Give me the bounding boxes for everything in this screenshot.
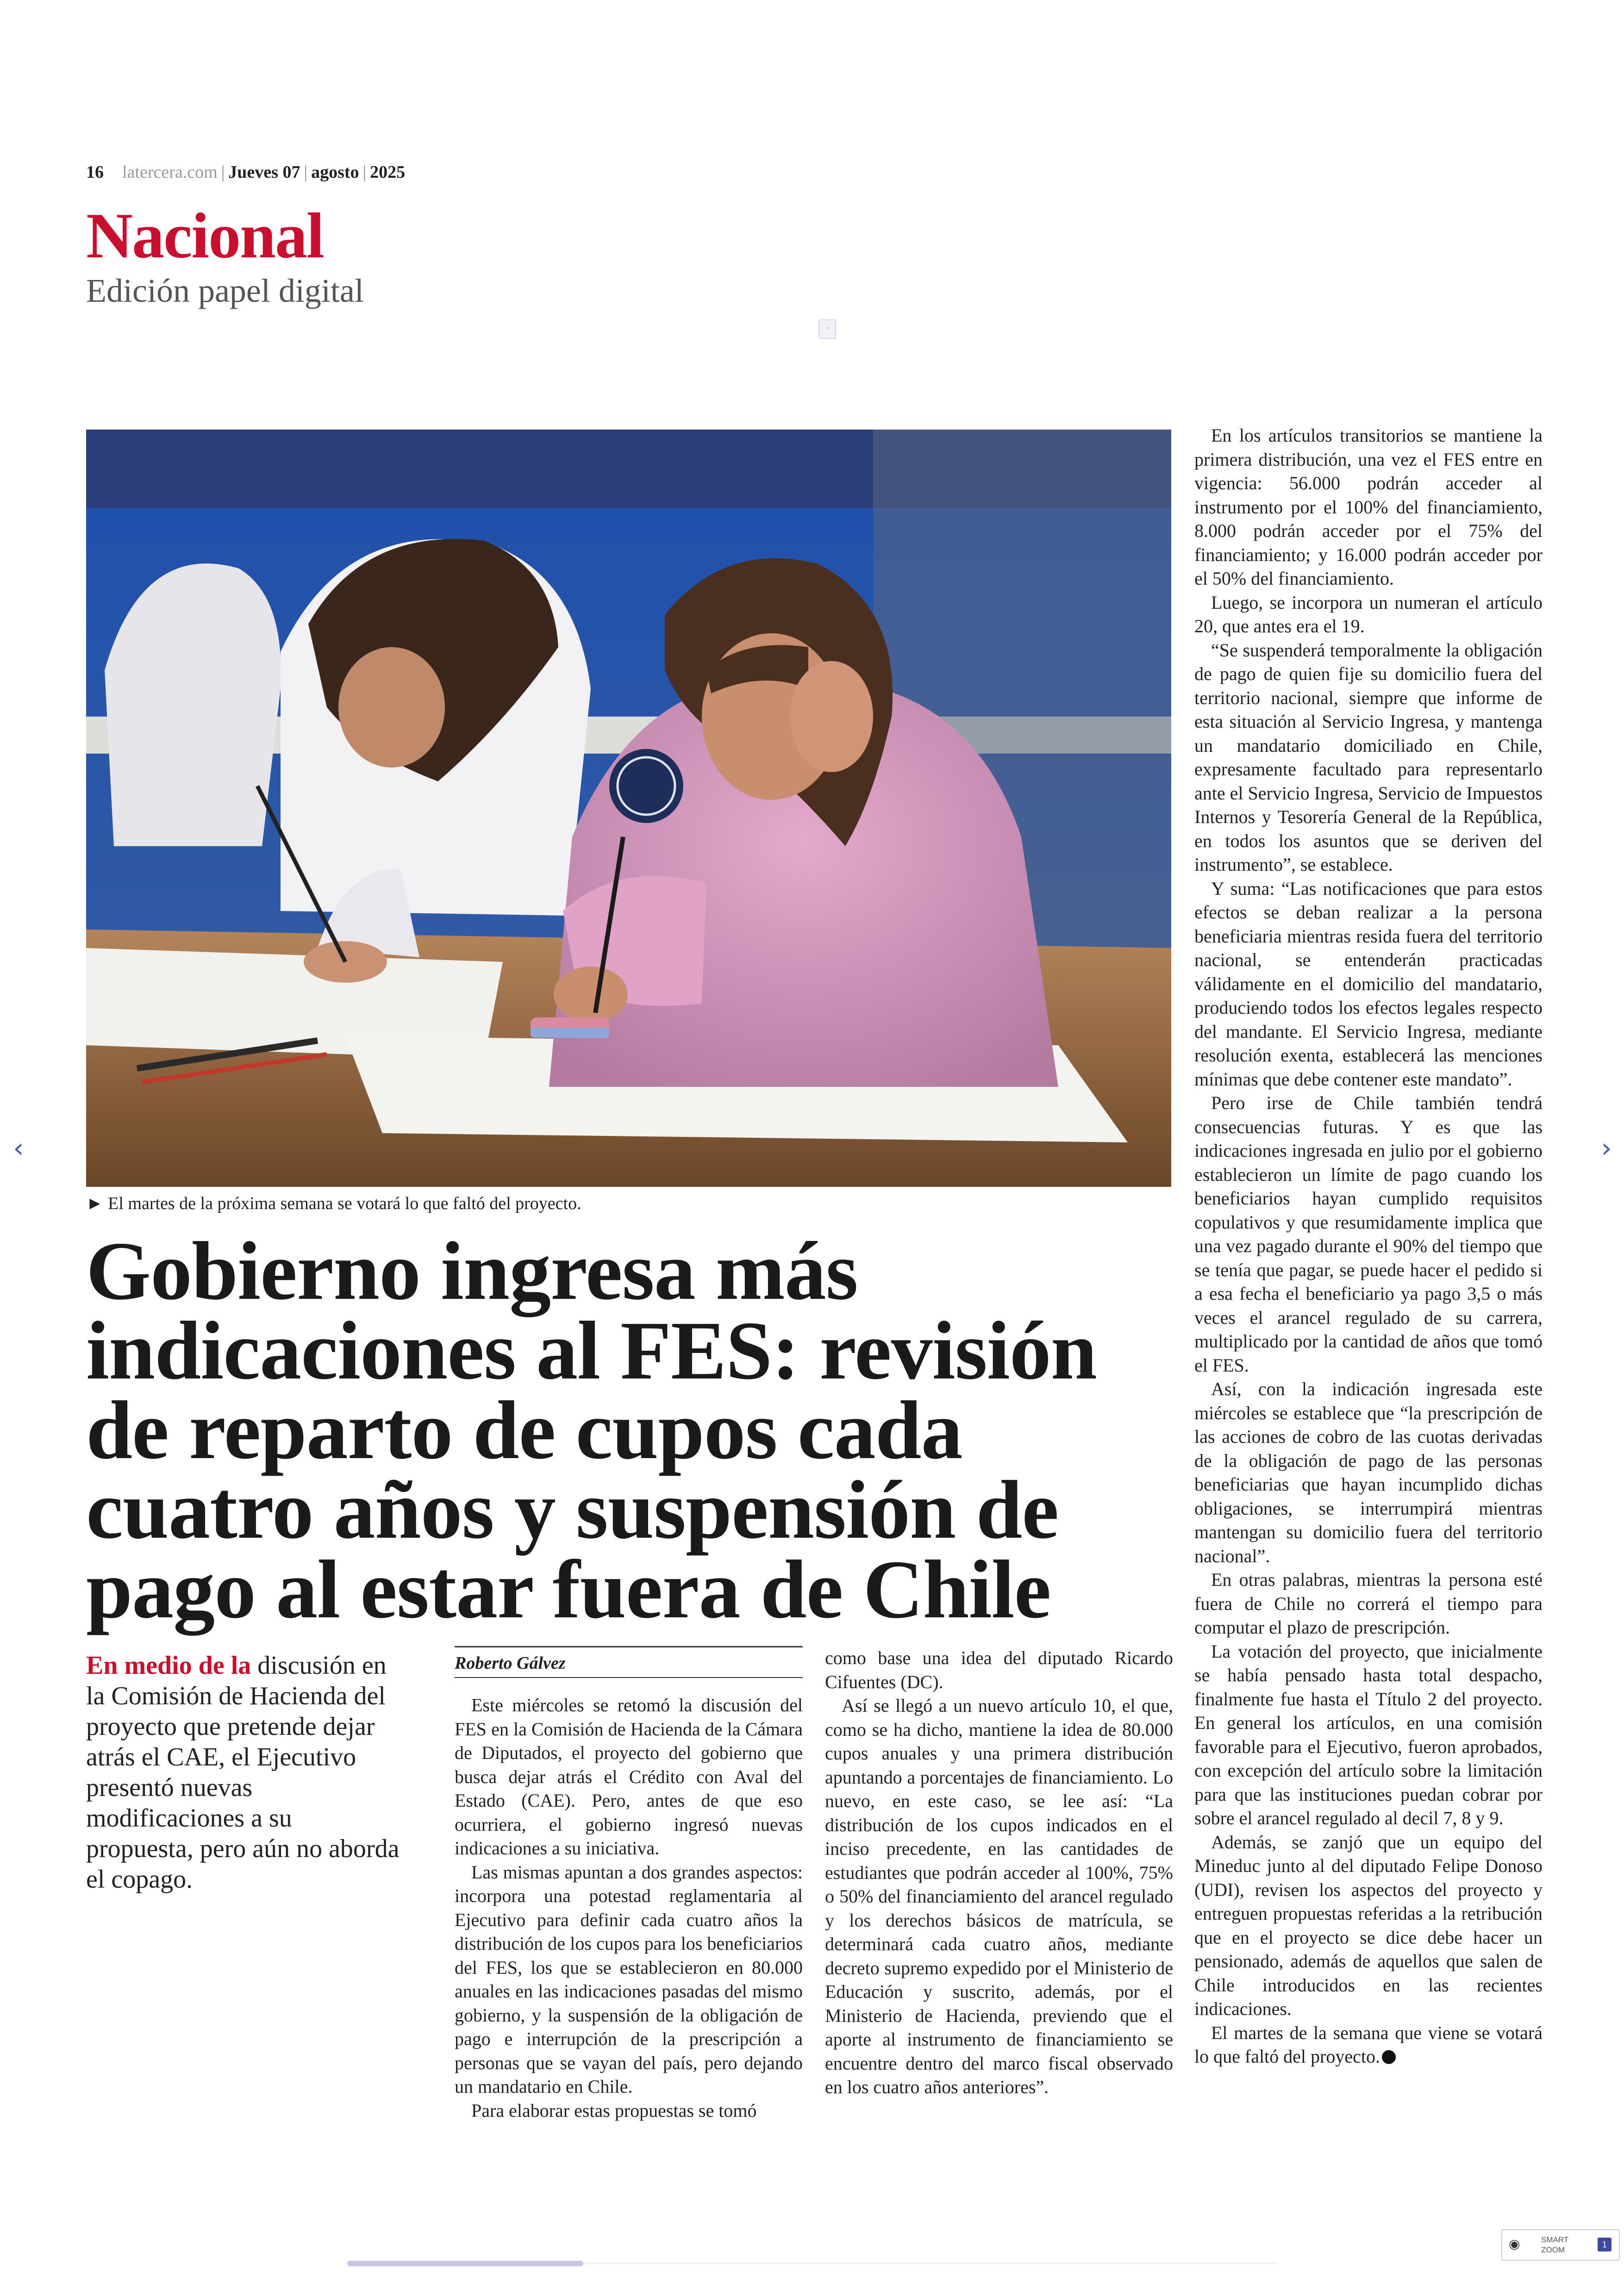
body-column-3: [1194, 424, 1543, 2069]
page-progress-bar[interactable]: [347, 2261, 583, 2266]
paragraph: En otras palabras, mientras la persona esté fuera de Chile no correrá el tiempo para computar el plazo de prescripción.: [1194, 1569, 1543, 1638]
page-folio: [86, 162, 405, 182]
body-column-2: [825, 1646, 1173, 2099]
paragraph: La votación del proyecto, que inicialmente se había pensado hasta total despacho, finalmente fue hasta el Título 2 del proyecto. En general los artículos, en una comisión favorable para el Ejecutivo, fueron aprobados, con excepción del artículo sobre la limitación para que las instituciones puedan cobrar por sobre el arancel regulado al decil 7, 8 y 9.: [1194, 1640, 1543, 1828]
next-page-button[interactable]: ›: [1601, 1132, 1612, 1164]
smart-zoom-label: SMART ZOOM: [1541, 2235, 1568, 2254]
folio-separator: |: [362, 162, 367, 182]
article-lead: [86, 1650, 401, 1895]
previous-page-button[interactable]: ‹: [13, 1132, 24, 1164]
paragraph: “Se suspenderá temporalmente la obligación de pago de quien fije su domicilio fuera del territorio nacional, siempre que informe de esta situación al Servicio Ingresa, y mantenga un mandatario domiciliado en Chile, expresamente facultado para representarlo ante el Servicio Ingresa, Servicio de Impuestos Internos y Tesorería General de la República, en todos los asuntos que se deriven del instrumento”, se establece.: [1194, 639, 1543, 875]
smart-zoom-badge: 1: [1598, 2238, 1612, 2251]
section-title: Nacional: [86, 200, 324, 272]
date-month: agosto: [311, 162, 359, 182]
paragraph: Además, se zanjó que un equipo del Mineduc junto al del diputado Felipe Donoso (UDI), revisen los aspectos del proyecto y entreguen propuestas referidas a la retribución que en el proyecto se dice debe hacer un pensionado, además de aquellos que salen de Chile introducidos en las recientes indicaciones.: [1194, 1831, 1543, 2019]
article-photo: [86, 430, 1171, 1187]
byline: Roberto Gálvez: [455, 1646, 803, 1678]
date-year: 2025: [370, 162, 406, 182]
paragraph-final: [1194, 2021, 1543, 2069]
ad-placeholder-icon[interactable]: ▫: [818, 319, 836, 339]
lead-text: discusión en la Comisión de Hacienda del proyecto que pretende dejar atrás el CAE, el Ejecutivo presentó nuevas modificaciones a su propuesta, pero aún no aborda el copago.: [86, 1651, 400, 1894]
article-headline: Gobierno ingresa más indicaciones al FES: revisión de reparto de cupos cada cuatro años y suspensión de pago al estar fuera de Chile: [86, 1225, 1097, 1635]
students-exam-illustration: [86, 430, 1171, 1187]
paragraph: Este miércoles se retomó la discusión del FES en la Comisión de Hacienda de la Cámara de Diputados, el proyecto del gobierno que busca dejar atrás el Crédito con Aval del Estado (CAE). Pero, antes de que eso ocurriera, el gobierno ingresó nuevas indicaciones a su iniciativa.: [455, 1695, 803, 1858]
lead-kicker: En medio de la: [86, 1651, 251, 1680]
eye-icon: ◉: [1509, 2237, 1520, 2251]
photo-caption: ► El martes de la próxima semana se votará lo que faltó del proyecto.: [86, 1194, 581, 1213]
closing-sentence: El martes de la semana que viene se votará lo que faltó del proyecto.: [1194, 2022, 1543, 2067]
page-progress-track: [583, 2263, 1278, 2264]
body-column-1: [455, 1693, 803, 2122]
paragraph: En los artículos transitorios se mantiene la primera distribución, una vez el FES entre en vigencia: 56.000 podrán acceder al instrumento por el 100% del financiamiento, 8.000 podrán acceder por el 75% del financiamiento; y 16.000 podrán acceder por el 50% del financiamiento.: [1194, 425, 1543, 589]
paragraph: Así, con la indicación ingresada este miércoles se establece que “la prescripción de las acciones de cobro de las cuotas derivadas de la obligación de pago de las personas beneficiarias que hayan incumplido dichas obligaciones, se interrumpirá mientras mantengan su domicilio fuera del territorio nacional”.: [1194, 1378, 1543, 1566]
paragraph: Para elaborar estas propuestas se tomó: [471, 2100, 757, 2121]
folio-separator: |: [221, 162, 225, 182]
folio-separator: |: [304, 162, 308, 182]
paragraph: como base una idea del diputado Ricardo Cifuentes (DC).: [825, 1647, 1173, 1692]
date-day: Jueves 07: [228, 162, 300, 182]
paragraph: Luego, se incorpora un numeran el artículo 20, que antes era el 19.: [1194, 592, 1543, 636]
end-mark-icon: [1382, 2050, 1396, 2064]
edition-label: Edición papel digital: [86, 272, 364, 309]
paragraph: Las mismas apuntan a dos grandes aspectos: incorpora una potestad reglamentaria al Ejecutivo para definir cada cuatro años la distribución de los cupos para los beneficiarios del FES, los que se establecieron en 80.000 anuales en las indicaciones pasadas del mismo gobierno, y la suspensión de la obligación de pago e interrupción de la prescripción a personas que se vayan del país, pero dejando un mandatario en Chile.: [455, 1861, 803, 2097]
page-number: 16: [86, 162, 104, 182]
smart-zoom-button[interactable]: [1501, 2229, 1620, 2261]
paragraph: Y suma: “Las notificaciones que para estos efectos se deban realizar a la persona beneficiaria mientras resida fuera del territorio nacional, se entenderán practicadas válidamente en el domicilio del mandatario, produciendo todos los efectos legales respecto del mandante. El Servicio Ingresa, mediante resolución exenta, establecerá las menciones mínimas que debe contener este mandato”.: [1194, 878, 1543, 1090]
paragraph: Pero irse de Chile también tendrá consecuencias futuras. Y es que las indicaciones ingresada en julio por el gobierno establecieron un límite de pago cuando los beneficiarios hayan cumplido requisitos copulativos y que resumidamente implica que una vez pagado durante el 90% del tiempo que se tenía que pagar, se puede hacer el pedido si a esa fecha el beneficiario ya pago 3,5 o más veces el arancel regulado de su carrera, multiplicado por la cantidad de años que tomó el FES.: [1194, 1092, 1543, 1376]
paragraph: Así se llegó a un nuevo artículo 10, el que, como se ha dicho, mantiene la idea de 80.000 cupos anuales y una primera distribución apuntando a porcentajes de financiamiento. Lo nuevo, en este caso, se lee así: “La distribución de los cupos indicados en el inciso precedente, en las cantidades de estudiantes que podrán acceder al 100%, 75% o 50% del financiamiento del arancel regulado y los derechos básicos de matrícula, se determinará cada cuatro años, mediante decreto supremo expedido por el Ministerio de Educación y suscrito, además, por el Ministerio de Hacienda, previendo que el aporte al instrumento de financiamiento se encuentre dentro del marco fiscal observado en los cuatro años anteriores”.: [825, 1695, 1173, 2097]
site-name: latercera.com: [122, 162, 218, 182]
